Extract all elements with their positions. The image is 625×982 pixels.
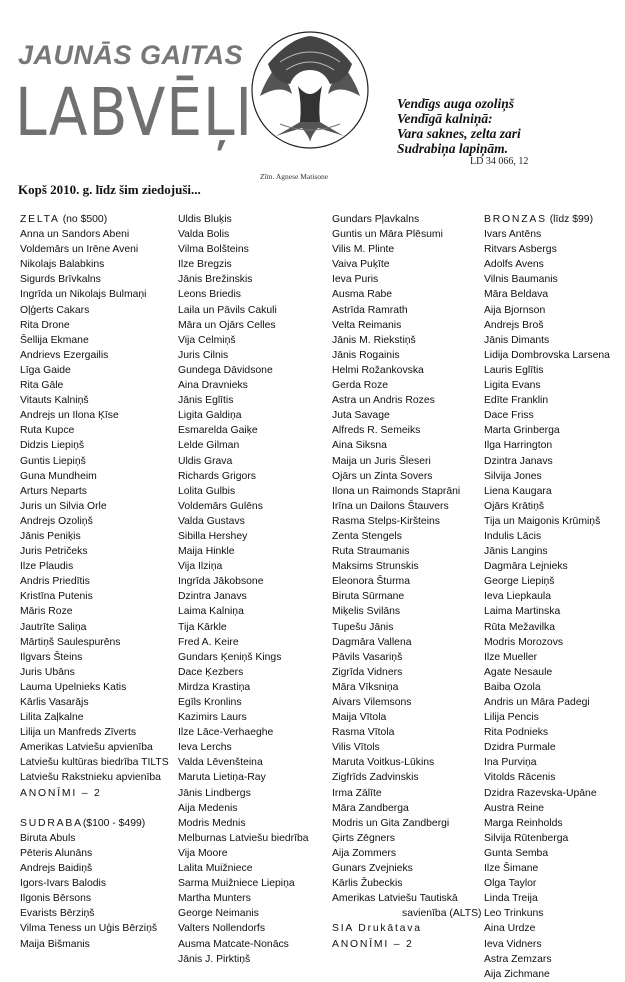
- donor-name: Maruta Lietiņa-Ray: [178, 772, 266, 784]
- donor-name: Kristīna Putenis: [20, 591, 93, 603]
- donor-name: Ingrīda un Nikolajs Bulmaņi: [20, 289, 147, 301]
- donor-name: Ilga Harrington: [484, 440, 553, 452]
- donor-name: Zenta Stengels: [332, 530, 402, 542]
- donor-name: Ligita Galdiņa: [178, 410, 242, 422]
- donor-name: Vija Moore: [178, 847, 228, 859]
- donor-column-2: [178, 212, 328, 967]
- donor-name: Sigurds Brīvkalns: [20, 274, 101, 286]
- donor-name: Māris Roze: [20, 606, 73, 618]
- donor-name: Māra un Ojārs Celles: [178, 319, 276, 331]
- donor-name: Vilnis Baumanis: [484, 274, 558, 286]
- donor-name: Juris Petričeks: [20, 546, 88, 558]
- donor-name: Liena Kaugara: [484, 485, 552, 497]
- donor-name: Ģirts Zēgners: [332, 832, 395, 844]
- donor-name: Adolfs Avens: [484, 259, 544, 271]
- donor-name: Ruta Straumanis: [332, 546, 410, 558]
- donor-name: Ilze Šimane: [484, 863, 539, 875]
- donor-name: Gunars Zvejnieks: [332, 863, 413, 875]
- donor-name: Guntis un Māra Plēsumi: [332, 229, 443, 241]
- donor-name: Pāvils Vasariņš: [332, 651, 403, 663]
- donor-name: Jānis Langins: [484, 546, 548, 558]
- donor-name: Jānis J. Pirktiņš: [178, 953, 251, 965]
- sudraba-list-2: [178, 212, 328, 967]
- donor-name: Nikolajs Balabkins: [20, 259, 105, 271]
- bronzas-heading: BRONZAS (līdz $99): [484, 214, 594, 225]
- print-house: SIA Drukātava: [332, 923, 422, 935]
- donor-name: Lilija Pencis: [484, 712, 539, 724]
- donor-name: Latviešu Rakstnieku apvienība: [20, 772, 161, 784]
- donor-name: Valda Bolis: [178, 229, 230, 241]
- donor-name: Amerikas Latviešu apvienība: [20, 742, 153, 754]
- donor-name: Amerikas Latviešu Tautiskā: [332, 893, 458, 905]
- donor-name: Juris Cilnis: [178, 349, 229, 361]
- poem-line: Sudrabiņa lapiņām.: [397, 141, 509, 156]
- donor-name: Rasma Vītola: [332, 727, 395, 739]
- donor-name: Didzis Liepiņš: [20, 440, 85, 452]
- donor-name: Melburnas Latviešu biedrība: [178, 832, 309, 844]
- donor-name: Gundega Dāvidsone: [178, 364, 273, 376]
- donor-name: Linda Treija: [484, 893, 538, 905]
- donor-name: Vilma Bolšteins: [178, 244, 249, 256]
- donor-name: Ilze Plaudis: [20, 561, 74, 573]
- donor-name: Uldis Bluķis: [178, 214, 232, 225]
- donor-name: Maija Vītola: [332, 712, 387, 724]
- donor-name: Evarists Bērziņš: [20, 908, 95, 920]
- donor-name: Ivars Antēns: [484, 229, 542, 241]
- donor-name: Miķelis Svilāns: [332, 606, 401, 618]
- donor-name: savienība (ALTS): [402, 908, 482, 920]
- donor-name: Jānis Peniķis: [20, 530, 81, 542]
- donor-name: Voldemārs Gulēns: [178, 500, 263, 512]
- donor-name: Vija Ilziņa: [178, 561, 223, 573]
- donor-name: Dzintra Janavs: [178, 591, 247, 603]
- donor-name: Dace Ķezbers: [178, 666, 244, 678]
- donor-name: Vilis Vītols: [332, 742, 380, 754]
- donor-name: Vitolds Rācenis: [484, 772, 556, 784]
- donor-name: Lelde Gilman: [178, 440, 240, 452]
- donor-name: Ausma Matcate-Nonācs: [178, 938, 289, 950]
- donor-name: Laila un Pāvils Cakuli: [178, 304, 277, 316]
- donor-name: Māra Zandberga: [332, 802, 409, 814]
- bronzas-list: [484, 227, 625, 982]
- donor-name: Modris un Gita Zandbergi: [332, 817, 450, 829]
- donor-column-3: [332, 212, 482, 952]
- donor-name: Rasma Stelps-Kiršteins: [332, 515, 440, 527]
- donor-name: Sarma Muižniece Liepiņa: [178, 878, 295, 890]
- donor-name: Lauris Eglītis: [484, 364, 544, 376]
- donor-name: Aija Bjornson: [484, 304, 546, 316]
- donor-name: Guntis Liepiņš: [20, 455, 86, 467]
- donor-name: Rita Podnieks: [484, 727, 549, 739]
- donor-name: Andrievs Ezergailis: [20, 349, 109, 361]
- donor-name: Lidija Dombrovska Larsena: [484, 349, 610, 361]
- donor-name: Richards Grigors: [178, 470, 256, 482]
- donor-name: Juris Ubāns: [20, 666, 75, 678]
- donor-name: Tupešu Jānis: [332, 621, 394, 633]
- zelta-anonymous: ANONĪMI – 2: [20, 787, 102, 799]
- donor-name: Ingrīda Jākobsone: [178, 576, 264, 588]
- donor-name: Dagmāra Vallena: [332, 636, 412, 648]
- donor-name: Igors-Ivars Balodis: [20, 878, 107, 890]
- donor-name: Aija Zommers: [332, 847, 397, 859]
- donor-name: Irīna un Dailons Štauvers: [332, 500, 449, 512]
- donor-name: Ieva Puris: [332, 274, 379, 286]
- poem: [397, 96, 521, 156]
- donor-name: Uldis Grava: [178, 455, 233, 467]
- donor-name: Jānis Rogainis: [332, 349, 400, 361]
- donor-name: Māra Vīksniņa: [332, 681, 399, 693]
- donor-name: Šellija Ekmane: [20, 334, 89, 346]
- donor-name: George Liepiņš: [484, 576, 555, 588]
- donor-name: Jānis Dimants: [484, 334, 550, 346]
- poem-line: Vendīgā kalniņā:: [397, 111, 493, 126]
- donor-name: Maija un Juris Šleseri: [332, 455, 431, 467]
- publication-title: JAUNĀS GAITAS: [18, 40, 244, 70]
- donor-name: Andrejs Ozoliņš: [20, 515, 93, 527]
- poem-reference: LD 34 066, 12: [470, 156, 529, 167]
- donor-name: Kārlis Žubeckis: [332, 878, 403, 890]
- donor-name: Voldemārs un Irēne Aveni: [20, 244, 139, 256]
- donor-name: Ieva Vidners: [484, 938, 542, 950]
- donor-name: Dzidra Razevska-Upāne: [484, 787, 597, 799]
- donor-name: Vilis M. Plinte: [332, 244, 395, 256]
- donor-name: Marta Grinberga: [484, 425, 560, 437]
- donor-name: Maruta Voitkus-Lūkins: [332, 757, 435, 769]
- donor-name: Lolita Gulbis: [178, 485, 236, 497]
- donor-name: Austra Reine: [484, 802, 545, 814]
- donor-name: Biruta Sūrmane: [332, 591, 405, 603]
- donor-name: Baiba Ozola: [484, 681, 541, 693]
- donor-name: Esmarelda Gaiķe: [178, 425, 258, 437]
- donor-name: Ojārs un Zinta Sovers: [332, 470, 433, 482]
- donor-name: Velta Reimanis: [332, 319, 402, 331]
- donor-name: Gundars Pļavkalns: [332, 214, 420, 225]
- donor-name: Silvija Jones: [484, 470, 542, 482]
- donor-name: Anna un Sandors Abeni: [20, 229, 130, 241]
- donor-name: Leons Briedis: [178, 289, 241, 301]
- donor-name: Tija un Maigonis Krūmiņš: [484, 515, 601, 527]
- donor-name: Ina Purviņa: [484, 757, 537, 769]
- donor-name: Ligita Evans: [484, 380, 541, 392]
- donor-name: Lilita Zaļkalne: [20, 712, 84, 724]
- donor-name: Vilma Teness un Uģis Bērziņš: [20, 923, 158, 935]
- donor-name: Jānis Lindbergs: [178, 787, 251, 799]
- donor-name: Ausma Rabe: [332, 289, 393, 301]
- donor-name: Māra Beldava: [484, 289, 549, 301]
- donor-name: Vija Celmiņš: [178, 334, 236, 346]
- donor-name: Aina Dravnieks: [178, 380, 248, 392]
- donor-name: Ojārs Krātiņš: [484, 500, 545, 512]
- donor-name: Astra Zemzars: [484, 953, 552, 965]
- donor-name: Jautrīte Saliņa: [20, 621, 87, 633]
- emblem-caption: Zīm. Agnese Matisone: [260, 172, 329, 181]
- donor-name: Ilze Mueller: [484, 651, 538, 663]
- donor-name: Ilgonis Bērsons: [20, 893, 92, 905]
- donor-name: Ieva Liepkaula: [484, 591, 552, 603]
- donor-name: Marga Reinholds: [484, 817, 563, 829]
- oak-tree-emblem-icon: [250, 24, 370, 164]
- donor-name: Pēteris Alunāns: [20, 847, 93, 859]
- donor-name: Jānis M. Riekstiņš: [332, 334, 416, 346]
- donor-name: Egīls Kronlins: [178, 697, 242, 708]
- donor-name: Andris un Māra Padegi: [484, 697, 590, 708]
- donor-name: Valda Lēvenšteina: [178, 757, 263, 769]
- donor-name: Arturs Neparts: [20, 485, 87, 497]
- donor-name: Modris Morozovs: [484, 636, 564, 648]
- donor-name: Aivars Vilemsons: [332, 697, 412, 708]
- donor-name: Kārlis Vasarājs: [20, 697, 89, 708]
- donor-name: Irma Zālīte: [332, 787, 382, 799]
- sudraba-anonymous: ANONĪMI – 2: [332, 938, 414, 950]
- donor-name: Ritvars Asbergs: [484, 244, 557, 256]
- donor-name: Alfreds R. Semeiks: [332, 425, 421, 437]
- donor-name: Aija Medenis: [178, 802, 238, 814]
- donor-name: Gundars Ķeniņš Kings: [178, 651, 282, 663]
- donor-name: Ilona un Raimonds Staprāni: [332, 485, 461, 497]
- donor-name: Andrejs un Ilona Ķīse: [20, 410, 119, 422]
- donor-name: Martha Munters: [178, 893, 251, 905]
- donor-name: Agate Nesaule: [484, 666, 553, 678]
- donor-name: Mirdza Krastiņa: [178, 681, 251, 693]
- donor-name: Aija Zichmane: [484, 968, 550, 980]
- donor-name: Valda Gustavs: [178, 515, 245, 527]
- sudraba-list-3: [332, 212, 482, 921]
- donor-name: Juris un Silvia Orle: [20, 500, 107, 512]
- donor-name: Eleonora Šturma: [332, 576, 410, 588]
- page-title: LABVĒĻI: [15, 74, 254, 151]
- donor-name: Lilija un Manfreds Zīverts: [20, 727, 137, 739]
- donor-name: Edīte Franklin: [484, 395, 549, 407]
- donor-name: Zigfrīds Zadvinskis: [332, 772, 419, 784]
- donor-name: Aina Urdze: [484, 923, 536, 935]
- donor-name: Olga Taylor: [484, 878, 537, 890]
- donor-name: Jānis Brežinskis: [178, 274, 253, 286]
- donor-name: Helmi Rožankovska: [332, 364, 424, 376]
- donor-name: Lauma Upelnieks Katis: [20, 681, 127, 693]
- donor-name: Andrejs Broš: [484, 319, 544, 331]
- donor-name: Ieva Lerchs: [178, 742, 232, 754]
- donor-name: Valters Nollendorfs: [178, 923, 266, 935]
- donor-name: Ilze Lāce-Verhaeghe: [178, 727, 274, 739]
- donor-name: Latviešu kultūras biedrība TILTS: [20, 757, 169, 769]
- donor-name: Modris Mednis: [178, 817, 246, 829]
- donor-name: Maksims Strunskis: [332, 561, 419, 573]
- donor-name: Ilgvars Šteins: [20, 651, 83, 663]
- donor-column-1: [20, 212, 170, 952]
- poem-line: Vendīgs auga ozoliņš: [397, 96, 515, 111]
- donor-name: Andris Priedītis: [20, 576, 90, 588]
- donors-subtitle: Kopš 2010. g. līdz šim ziedojuši...: [18, 182, 201, 197]
- sudraba-list-1: [20, 831, 170, 952]
- donor-name: George Neimanis: [178, 908, 259, 920]
- poem-line: Vara saknes, zelta zari: [397, 126, 521, 141]
- donor-name: Lalita Muižniece: [178, 863, 253, 875]
- donor-name: Vaiva Puķīte: [332, 259, 390, 271]
- donor-name: Laima Martinska: [484, 606, 561, 618]
- donor-name: Sibilla Hershey: [178, 530, 248, 542]
- donor-name: Gerda Roze: [332, 380, 389, 392]
- donor-name: Gunta Semba: [484, 847, 549, 859]
- donor-name: Leo Trinkuns: [484, 908, 544, 920]
- donor-name: Ruta Kupce: [20, 425, 75, 437]
- zelta-list: [20, 227, 170, 785]
- donor-name: Biruta Abuls: [20, 832, 76, 844]
- donor-name: Dace Friss: [484, 410, 534, 422]
- donor-name: Vitauts Kalniņš: [20, 395, 89, 407]
- donor-name: Juta Savage: [332, 410, 390, 422]
- donor-name: Kazimirs Laurs: [178, 712, 247, 724]
- donor-name: Laima Kalniņa: [178, 606, 244, 618]
- donor-name: Dzintra Janavs: [484, 455, 553, 467]
- donor-name: Aina Siksna: [332, 440, 387, 452]
- donor-name: Guna Mundheim: [20, 470, 97, 482]
- donor-name: Astra un Andris Rozes: [332, 395, 435, 407]
- donor-name: Ilze Bregzis: [178, 259, 232, 271]
- donor-name: Oļģerts Cakars: [20, 304, 90, 316]
- donor-name: Mārtiņš Saulespurēns: [20, 636, 121, 648]
- sudraba-heading: SUDRABA($100 - $499): [20, 817, 146, 829]
- donor-name: Maija Hinkle: [178, 546, 235, 558]
- donor-name: Astrīda Ramrath: [332, 304, 408, 316]
- donor-name: Jānis Eglītis: [178, 395, 234, 407]
- donor-name: Maija Bišmanis: [20, 938, 90, 950]
- donor-name: Rita Gāle: [20, 380, 64, 392]
- donor-name: Zigrīda Vidners: [332, 666, 403, 678]
- donor-name: Andrejs Baidiņš: [20, 863, 93, 875]
- donor-name: Līga Gaide: [20, 364, 71, 376]
- donor-name: Dagmāra Lejnieks: [484, 561, 568, 573]
- zelta-heading: ZELTA (no $500): [20, 214, 108, 225]
- donor-column-4: [484, 212, 625, 982]
- donor-name: Tija Kārkle: [178, 621, 227, 633]
- donor-name: Fred A. Keire: [178, 636, 239, 648]
- donor-name: Dzidra Purmale: [484, 742, 556, 754]
- donor-name: Silvija Rūtenberga: [484, 832, 569, 844]
- donor-name: Rūta Mežavilka: [484, 621, 556, 633]
- donor-name: Rita Drone: [20, 319, 70, 331]
- donor-name: Indulis Lācis: [484, 530, 542, 542]
